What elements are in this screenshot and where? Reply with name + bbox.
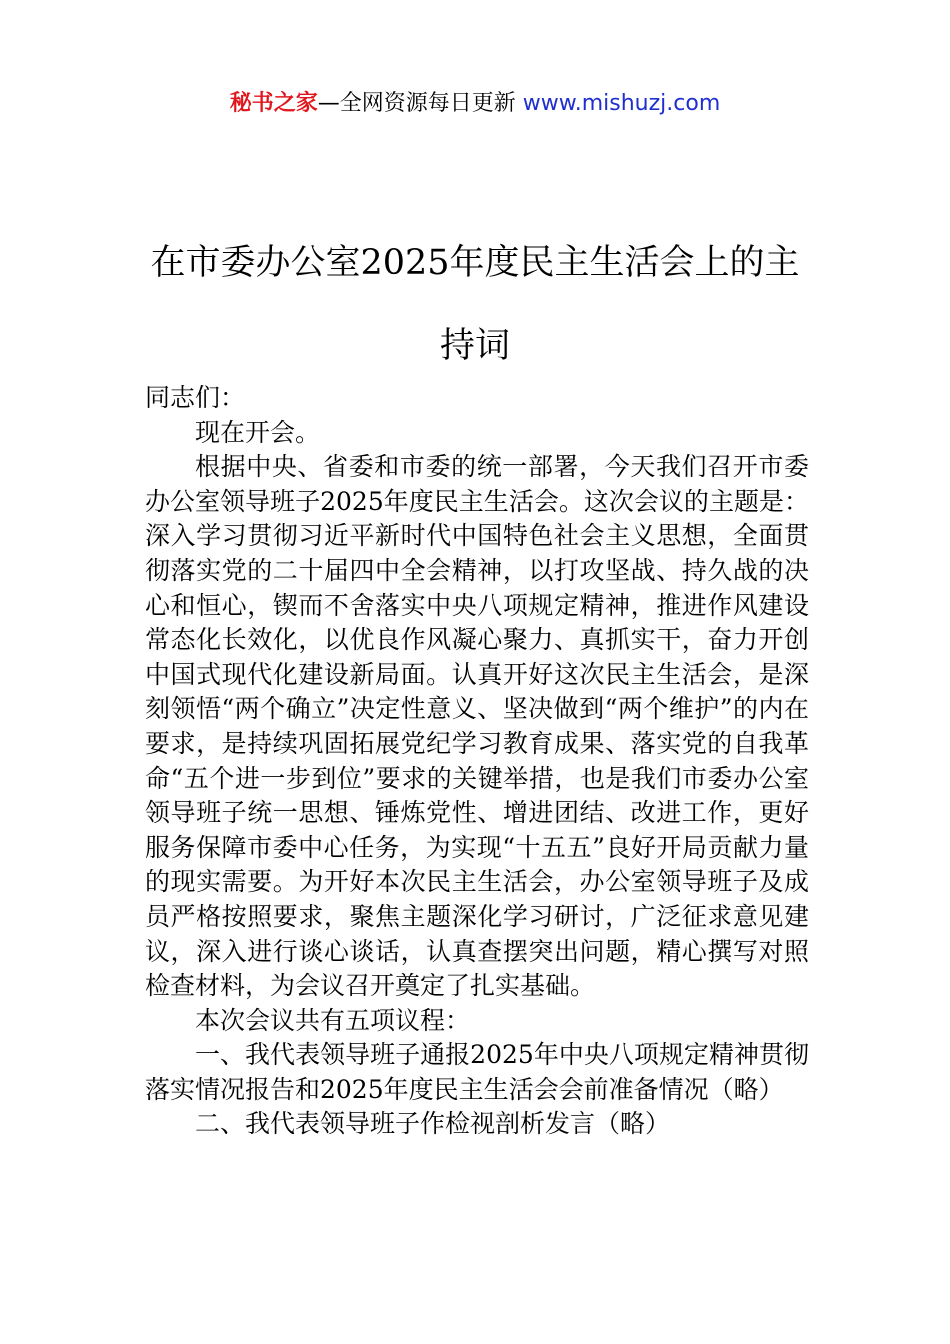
site-url[interactable]: www.mishuzj.com [522, 91, 721, 116]
document-title: 在市委办公室2025年度民主生活会上的主持词 [150, 243, 800, 366]
brand-name: 秘书之家 [229, 91, 318, 116]
paragraph-background: 根据中央、省委和市委的统一部署，今天我们召开市委办公室领导班子2025年度民主生活会。这次会议的主题是：深入学习贯彻习近平新时代中国特色社会主义思想，全面贯彻落实党的二十届四中全会精神，以打攻坚战、持久战的决心和恒心，锲而不舍落实中央八项规定精神，推进作风建设常态化长效化，以优良作风凝心聚力、真抓实干，奋力开创中国式现代化建设新局面。认真开好这次民主生活会，是深刻领悟“两个确立”决定性意义、坚决做到“两个维护”的内在要求，是持续巩固拓展党纪学习教育成果、落实党的自我革命“五个进一步到位”要求的关键举措，也是我们市委办公室领导班子统一思想、锤炼党性、增进团结、改进工作，更好服务保障市委中心任务，为实现“十五五”良好开局贡献力量的现实需要。为开好本次民主生活会，办公室领导班子及成员严格按照要求，聚焦主题深化学习研讨，广泛征求意见建议，深入进行谈心谈话，认真查摆突出问题，精心撰写对照检查材料，为会议召开奠定了扎实基础。 [145, 452, 809, 1001]
paragraph-agenda-item-1: 一、我代表领导班子通报2025年中央八项规定精神贯彻落实情况报告和2025年度民主生活会会前准备情况（略） [145, 1040, 809, 1104]
site-header [0, 88, 950, 120]
header-slogan: —全网资源每日更新 [317, 91, 516, 116]
paragraph-agenda-intro: 本次会议共有五项议程： [195, 1005, 471, 1035]
paragraph-agenda-item-2: 二、我代表领导班子作检视剖析发言（略） [195, 1109, 671, 1139]
paragraph-opening: 现在开会。 [195, 417, 321, 447]
document-body [145, 381, 809, 1142]
salutation: 同志们： [145, 383, 246, 412]
